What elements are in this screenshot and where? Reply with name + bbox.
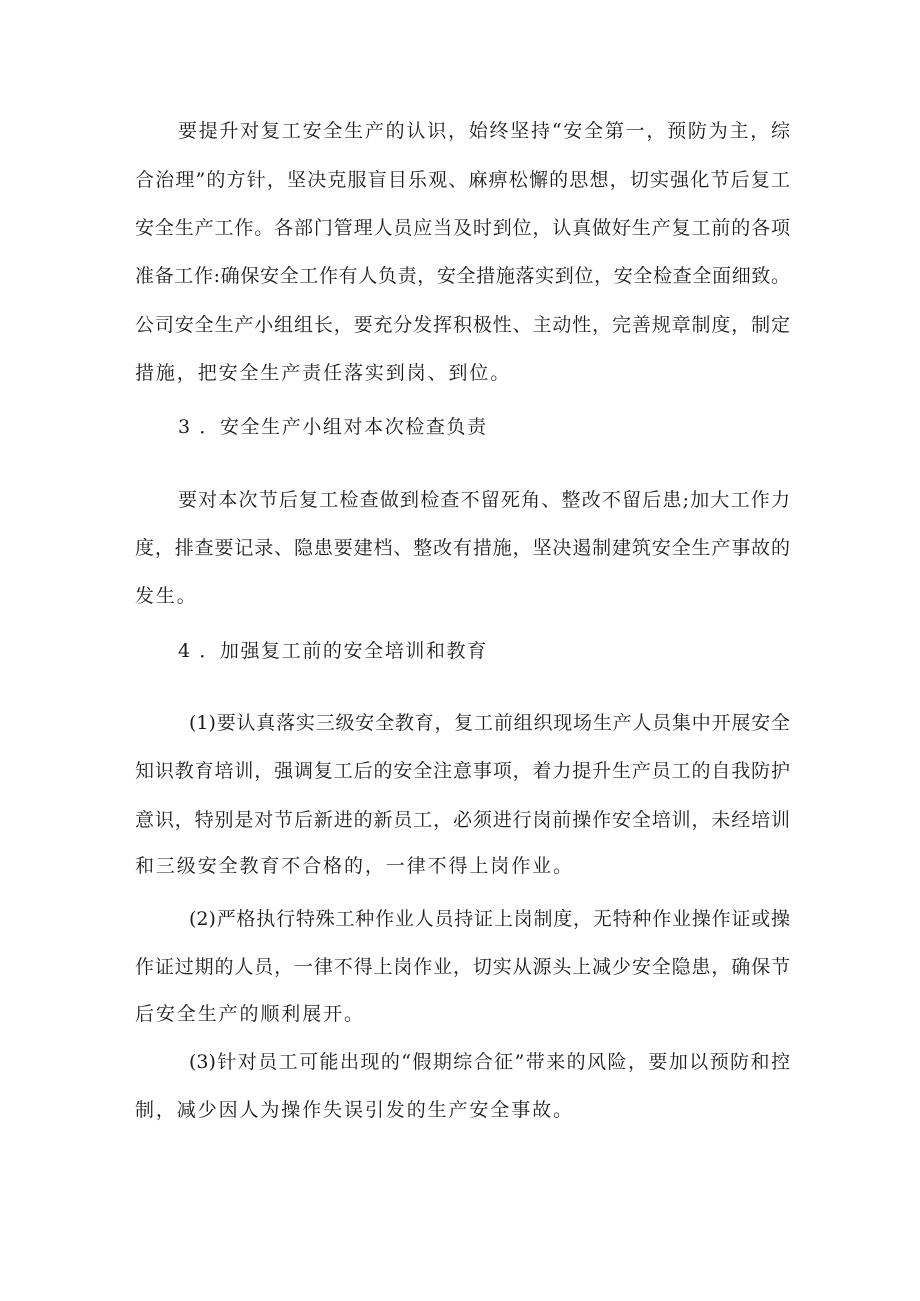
text-line: (1)要认真落实三级安全教育，复工前组织现场生产人员集中开展安全 [189, 712, 790, 734]
text-line: (3)针对员工可能出现的“假期综合征”带来的风险，要加以预防和控 [189, 1051, 790, 1073]
text-line: (2)严格执行特殊工种作业人员持证上岗制度，无特种作业操作证或操 [189, 908, 790, 930]
text-line: 度，排查要记录、隐患要建档、整改有措施，坚决遏制建筑安全生产事故的 [135, 537, 790, 559]
text-line: 准备工作:确保安全工作有人负责，安全措施落实到位，安全检查全面细致。 [135, 265, 790, 287]
section-heading: 4 ．加强复工前的安全培训和教育 [178, 640, 488, 662]
text-line: 意识，特别是对节后新进的新员工，必须进行岗前操作安全培训，未经培训 [135, 809, 790, 831]
text-line: 知识教育培训，强调复工后的安全注意事项，着力提升生产员工的自我防护 [135, 760, 790, 782]
text-line: 要提升对复工安全生产的认识，始终坚持“安全第一，预防为主，综 [178, 120, 790, 142]
text-line: 合治理”的方针，坚决克服盲目乐观、麻痹松懈的思想，切实强化节后复工 [135, 169, 790, 191]
text-line: 要对本次节后复工检查做到检查不留死角、整改不留后患;加大工作力 [178, 489, 790, 511]
text-line: 和三级安全教育不合格的，一律不得上岗作业。 [135, 855, 574, 877]
text-line: 公司安全生产小组组长，要充分发挥积极性、主动性，完善规章制度，制定 [135, 314, 790, 336]
section-heading: 3 ．安全生产小组对本次检查负责 [178, 416, 488, 438]
text-line: 安全生产工作。各部门管理人员应当及时到位，认真做好生产复工前的各项 [135, 217, 790, 239]
text-line: 发生。 [135, 585, 198, 607]
text-line: 后安全生产的顺利展开。 [135, 1003, 365, 1025]
text-line: 措施，把安全生产责任落实到岗、到位。 [135, 362, 512, 384]
text-line: 作证过期的人员，一律不得上岗作业，切实从源头上减少安全隐患，确保节 [135, 956, 790, 978]
text-line: 制，减少因人为操作失误引发的生产安全事故。 [135, 1099, 574, 1121]
